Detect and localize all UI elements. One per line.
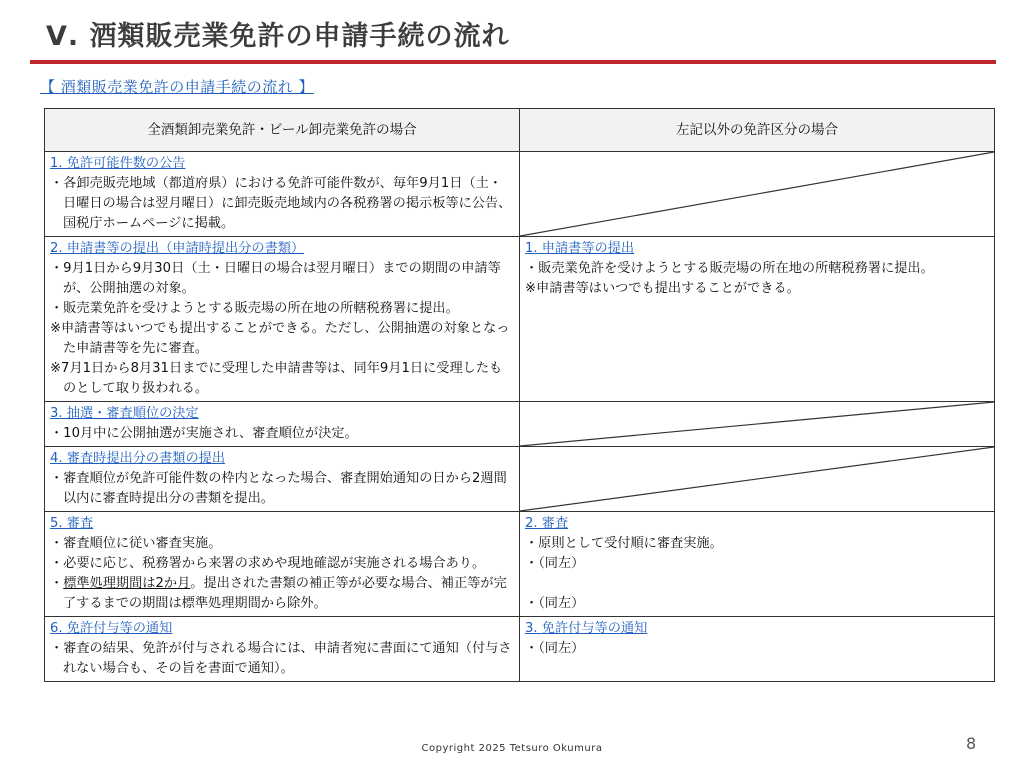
cell-right-step-2 bbox=[520, 512, 995, 617]
list-item-rest: 。提出された書類の補正等が必要な場合、補正等が完了するまでの期間は標準処理期間から除外。 bbox=[63, 576, 507, 611]
table-row bbox=[45, 447, 995, 512]
cell-left-step-4 bbox=[45, 447, 520, 512]
list-item: ・10月中に公開抽選が実施され、審査順位が決定。 bbox=[50, 426, 358, 441]
list-item: ・各卸売販売地域（都道府県）における免許可能件数が、毎年9月1日（土・日曜日の場合は翌月曜日）に卸売販売地域内の各税務署の掲示板等に公告、国税庁ホームページに掲載。 bbox=[50, 176, 512, 231]
cell-right-not-applicable bbox=[520, 402, 995, 447]
step-title: 6. 免許付与等の通知 bbox=[50, 621, 173, 636]
list-item bbox=[50, 574, 515, 614]
table-row bbox=[45, 402, 995, 447]
spacer bbox=[525, 574, 990, 594]
header-other: 左記以外の免許区分の場合 bbox=[520, 109, 995, 152]
page-number: 8 bbox=[966, 734, 977, 753]
cell-right-not-applicable bbox=[520, 152, 995, 237]
step-title: 1. 免許可能件数の公告 bbox=[50, 156, 186, 171]
list-item: ・9月1日から9月30日（土・日曜日の場合は翌月曜日）までの期間の申請等が、公開抽選の対象。 bbox=[50, 261, 501, 296]
section-heading: 【 酒類販売業免許の申請手続の流れ 】 bbox=[40, 78, 315, 96]
table-row bbox=[45, 617, 995, 682]
list-item: ・（同左） bbox=[525, 641, 585, 656]
list-item: ・販売業免許を受けようとする販売場の所在地の所轄税務署に提出。 bbox=[50, 301, 459, 316]
list-item: ・原則として受付順に審査実施。 bbox=[525, 536, 723, 551]
step-title: 3. 抽選・審査順位の決定 bbox=[50, 406, 199, 421]
table-row bbox=[45, 152, 995, 237]
list-item: ・審査順位に従い審査実施。 bbox=[50, 536, 222, 551]
page-title: Ⅴ. 酒類販売業免許の申請手続の流れ bbox=[46, 21, 510, 52]
standard-period-text: 標準処理期間は2か月 bbox=[63, 576, 191, 591]
note-item: ※申請書等はいつでも提出することができる。 bbox=[525, 281, 800, 296]
list-item: ・審査の結果、免許が付与される場合には、申請者宛に書面にて通知（付与されない場合も、その旨を書面で通知）。 bbox=[50, 641, 512, 676]
cell-left-step-6 bbox=[45, 617, 520, 682]
list-item: ・必要に応じ、税務署から来署の求めや現地確認が実施される場合あり。 bbox=[50, 556, 486, 571]
step-title: 4. 審査時提出分の書類の提出 bbox=[50, 451, 226, 466]
diagonal-line bbox=[520, 447, 994, 511]
title-rule bbox=[30, 60, 996, 64]
list-item: ・（同左） bbox=[525, 556, 585, 571]
table-row bbox=[45, 512, 995, 617]
cell-left-step-2 bbox=[45, 237, 520, 402]
diagonal-line bbox=[520, 152, 994, 236]
list-item: ・（同左） bbox=[525, 596, 585, 611]
bullet: ・ bbox=[50, 576, 64, 591]
cell-right-not-applicable bbox=[520, 447, 995, 512]
table-header-row bbox=[45, 109, 995, 152]
cell-left-step-5 bbox=[45, 512, 520, 617]
cell-right-step-1 bbox=[520, 237, 995, 402]
cell-right-step-3 bbox=[520, 617, 995, 682]
note-item: ※7月1日から8月31日までに受理した申請書等は、同年9月1日に受理したものとして取り扱われる。 bbox=[50, 361, 503, 396]
diagonal-line bbox=[520, 402, 994, 446]
table-row bbox=[45, 237, 995, 402]
step-title: 5. 審査 bbox=[50, 516, 94, 531]
header-wholesale: 全酒類卸売業免許・ビール卸売業免許の場合 bbox=[45, 109, 520, 152]
step-title: 1. 申請書等の提出 bbox=[525, 241, 635, 256]
procedure-table bbox=[44, 108, 995, 682]
cell-left-step-3 bbox=[45, 402, 520, 447]
note-item: ※申請書等はいつでも提出することができる。ただし、公開抽選の対象となった申請書等を先に審査。 bbox=[50, 321, 510, 356]
step-title: 2. 申請書等の提出（申請時提出分の書類） bbox=[50, 241, 305, 256]
list-item: ・販売業免許を受けようとする販売場の所在地の所轄税務署に提出。 bbox=[525, 261, 934, 276]
cell-left-step-1 bbox=[45, 152, 520, 237]
list-item: ・審査順位が免許可能件数の枠内となった場合、審査開始通知の日から2週間以内に審査時提出分の書類を提出。 bbox=[50, 471, 507, 506]
step-title: 3. 免許付与等の通知 bbox=[525, 621, 648, 636]
step-title: 2. 審査 bbox=[525, 516, 569, 531]
copyright-footer: Copyright 2025 Tetsuro Okumura bbox=[421, 743, 603, 754]
